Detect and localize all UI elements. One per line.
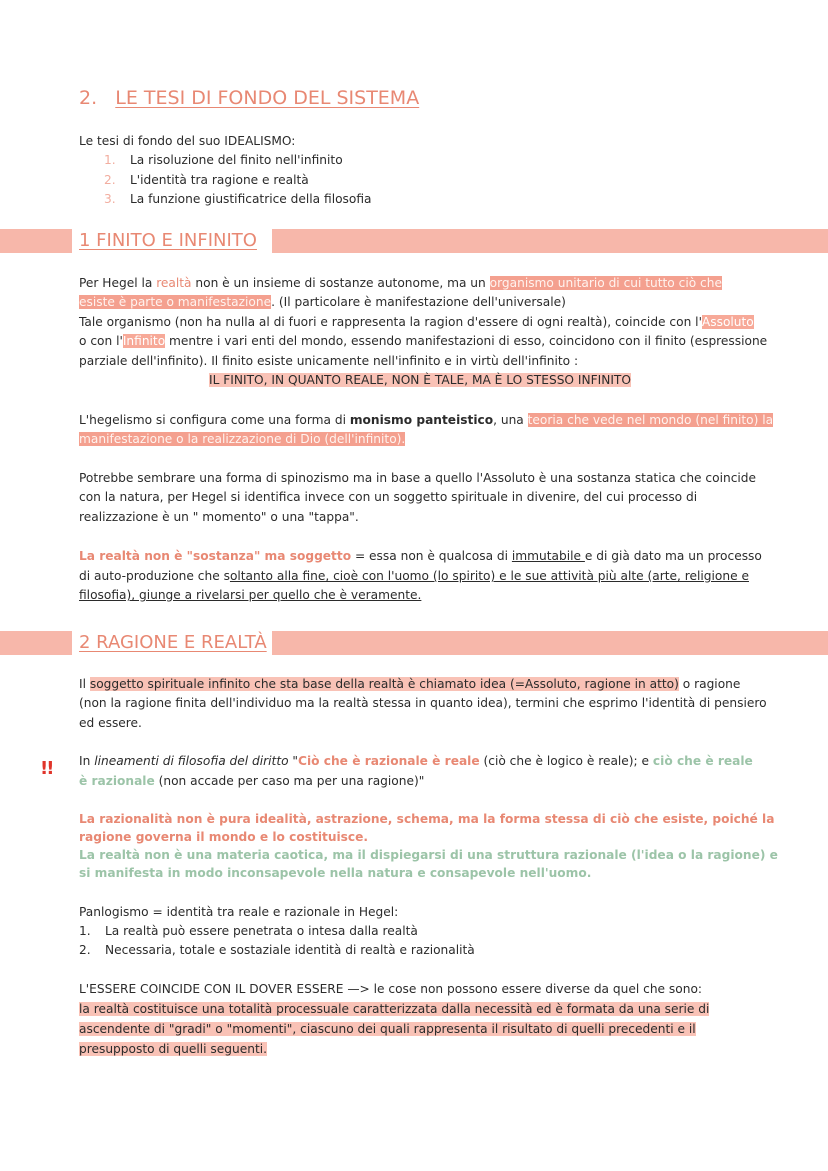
- paragraph-line: La razionalità non è pura idealità, astrazione, schema, ma la forma stessa di ciò che esiste, poiché la: [79, 812, 775, 826]
- paragraph-line: Tale organismo (non ha nulla al di fuori e rappresenta la ragion d'essere di ogni realtà), coincide con l'Assoluto: [79, 315, 754, 329]
- paragraph-line: La realtà non è una materia caotica, ma il dispiegarsi di una struttura razionale (l'idea o la ragione) e: [79, 848, 778, 862]
- band-left-bar: [0, 631, 72, 655]
- band-right-bar: [272, 631, 828, 655]
- list-item: 1. La realtà può essere penetrata o intesa dalla realtà: [79, 924, 418, 938]
- paragraph-line: di auto-produzione che soltanto alla fine, cioè con l'uomo (lo spirito) e le sue attività più alte (arte, religione e: [79, 569, 749, 583]
- paragraph-line: Per Hegel la realtà non è un insieme di sostanze autonome, ma un organismo unitario di cui tutto ciò che: [79, 276, 722, 290]
- key-statement: IL FINITO, IN QUANTO REALE, NON È TALE, MA È LO STESSO INFINITO: [209, 373, 631, 387]
- paragraph-line: ascendente di "gradi" o "momenti", ciascuno dei quali rappresenta il risultato di quelli precedenti e il: [79, 1022, 696, 1036]
- paragraph-line: Potrebbe sembrare una forma di spinozismo ma in base a quello l'Assoluto è una sostanza statica che coincide: [79, 471, 757, 485]
- paragraph-line: ed essere.: [79, 716, 142, 730]
- list-item: 2. Necessaria, totale e sostaziale identità di realtà e razionalità: [79, 943, 475, 957]
- paragraph-line: La realtà non è "sostanza" ma soggetto = essa non è qualcosa di immutabile e di già dato ma un processo: [79, 549, 762, 563]
- paragraph-line: si manifesta in modo inconsapevole nella natura e consapevole nell'uomo.: [79, 866, 592, 880]
- paragraph-line: L'hegelismo si configura come una forma di monismo panteistico, una teoria che vede nel mondo (nel finito) la: [79, 413, 774, 427]
- list-item: 2. L'identità tra ragione e realtà: [104, 173, 309, 187]
- paragraph-line: In lineamenti di filosofia del diritto "Ciò che è razionale è reale (ciò che è logico è reale); e ciò che è reale: [79, 754, 753, 768]
- paragraph-line: presupposto di quelli seguenti.: [79, 1042, 267, 1056]
- paragraph-line: manifestazione o la realizzazione di Dio (dell'infinito).: [79, 432, 406, 446]
- warning-icon: !!: [40, 758, 53, 779]
- paragraph-line: filosofia), giunge a rivelarsi per quello che è veramente.: [79, 588, 422, 602]
- section-number: 2.: [79, 87, 98, 109]
- list-item: 3. La funzione giustificatrice della filosofia: [104, 192, 372, 206]
- paragraph-line: è razionale (non accade per caso ma per una ragione)": [79, 774, 425, 788]
- band-left-bar: [0, 229, 72, 253]
- paragraph-line: Panlogismo = identità tra reale e razionale in Hegel:: [79, 905, 399, 919]
- paragraph-line: L'ESSERE COINCIDE CON IL DOVER ESSERE —> le cose non possono essere diverse da quel che sono:: [79, 982, 703, 996]
- paragraph-line: con la natura, per Hegel si identifica invece con un soggetto spirituale in divenire, del cui processo di: [79, 490, 698, 504]
- paragraph-line: (non la ragione finita dell'individuo ma la realtà stessa in quanto idea), termini che esprimo l'identità di pensiero: [79, 696, 767, 710]
- band-right-bar: [272, 229, 828, 253]
- intro-text: Le tesi di fondo del suo IDEALISMO:: [79, 134, 296, 148]
- band-heading: 2 RAGIONE E REALTÀ: [79, 632, 267, 653]
- section-band-finito: [0, 229, 828, 253]
- paragraph-line: realizzazione è un " momento" o una "tappa".: [79, 510, 359, 524]
- list-item: 1. La risoluzione del finito nell'infinito: [104, 153, 343, 167]
- paragraph-line: la realtà costituisce una totalità processuale caratterizzata dalla necessità ed è formata da una serie di: [79, 1002, 710, 1016]
- section-title: [79, 87, 419, 109]
- paragraph-line: o con l'Infinito mentre i vari enti del mondo, essendo manifestazioni di esso, coincidono con il finito (espressione: [79, 334, 768, 348]
- paragraph-line: esiste è parte o manifestazione. (Il particolare è manifestazione dell'universale): [79, 295, 566, 309]
- band-heading: 1 FINITO E INFINITO: [79, 230, 257, 251]
- section-title-text: LE TESI DI FONDO DEL SISTEMA: [115, 87, 420, 109]
- paragraph-line: ragione governa il mondo e lo costituisce.: [79, 830, 369, 844]
- paragraph-line: parziale dell'infinito). Il finito esiste unicamente nell'infinito e in virtù dell'infinito :: [79, 354, 579, 368]
- section-band-ragione: [0, 631, 828, 655]
- paragraph-line: Il soggetto spirituale infinito che sta base della realtà è chiamato idea (=Assoluto, ragione in atto) o ragione: [79, 677, 741, 691]
